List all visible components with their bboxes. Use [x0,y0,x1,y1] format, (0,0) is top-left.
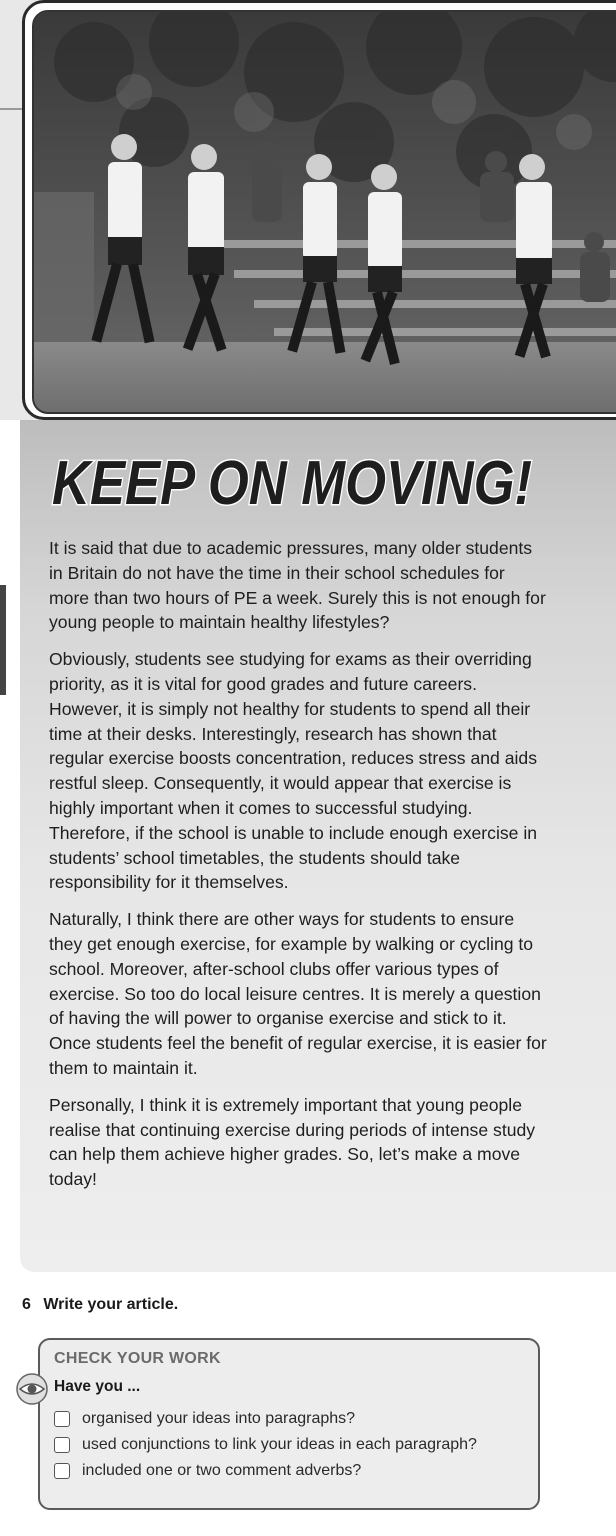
task-instruction [22,1296,178,1314]
check-subtitle: Have you ... [54,1378,141,1395]
article-paragraph-4: Personally, I think it is extremely important that young people realise that continuing exercise during periods of intense study can help them achieve higher grades. So, let’s make a move today! [49,1094,536,1190]
checkbox[interactable] [54,1437,70,1453]
checklist-item [54,1458,477,1484]
check-title: CHECK YOUR WORK [54,1350,221,1367]
checkbox[interactable] [54,1463,70,1479]
checklist-item-label: organised your ideas into paragraphs? [82,1410,356,1427]
page-edge-tab [0,585,6,695]
headline-text: KEEP ON MOVING! [52,449,532,518]
photo-runners [32,10,616,414]
article-paragraph-2: Obviously, students see studying for exams as their overriding priority, as it is vital for good grades and future careers. However, it is simply not healthy for students to spend all their time at their desks. Interestingly, research has shown that regular exercise boosts concentration, reduces stress and aids restful sleep. Consequently, it would appear that exercise is highly important when it comes to successful studying. Therefore, if the school is unable to include enough exercise in students’ school timetables, the students should take responsibility for it themselves. [49,649,538,893]
checkbox[interactable] [54,1411,70,1427]
checklist-item-label: used conjunctions to link your ideas in each paragraph? [82,1436,477,1453]
article-headline [44,436,604,526]
checklist-item-label: included one or two comment adverbs? [82,1462,362,1479]
checklist-item [54,1406,477,1432]
article-paragraph-1: It is said that due to academic pressures, many older students in Britain do not have the time in their school schedules for more than two hours of PE a week. Surely this is not enough for young people to maintain healthy lifestyles? [49,538,546,633]
checklist [54,1406,477,1484]
checklist-item [54,1432,477,1458]
eye-icon [12,1372,52,1406]
article-body [49,536,549,1204]
task-number: 6 [22,1296,31,1313]
article-paragraph-3: Naturally, I think there are other ways for students to ensure they get enough exercise, for example by walking or cycling to school. Moreover, after-school clubs offer various types of exercise. So too do local leisure centres. It is merely a question of having the will power to organise exercise and stick to it. Once students feel the benefit of regular exercise, it is easier for them to maintain it. [49,909,547,1078]
task-text: Write your article. [43,1296,179,1313]
